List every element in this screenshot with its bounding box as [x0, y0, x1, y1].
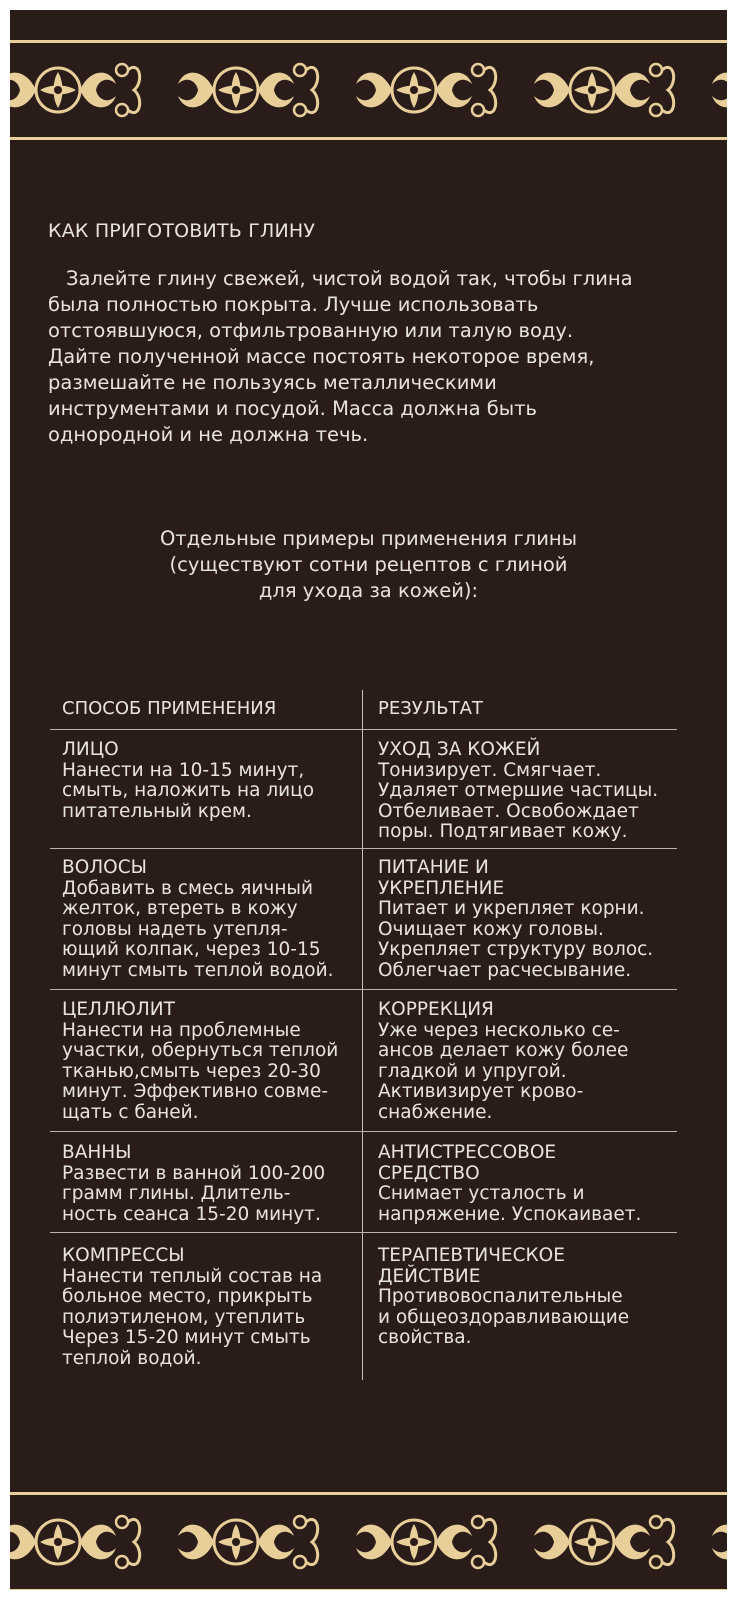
- method-line: Нанести на 10-15 минут,: [62, 759, 305, 781]
- table-header-method: СПОСОБ ПРИМЕНЕНИЯ: [62, 698, 277, 719]
- table-column-divider: [362, 690, 363, 1380]
- table-divider: [50, 848, 677, 849]
- result-line: Облегчает расчесывание.: [378, 959, 632, 981]
- method-line: Через 15-20 минут смыть: [62, 1327, 311, 1348]
- method-line: участки, обернуться теплой: [62, 1040, 339, 1061]
- method-line: грамм глины. Длитель-: [62, 1183, 291, 1204]
- result-line: Питает и укрепляет корни.: [378, 898, 645, 919]
- table-header-result: РЕЗУЛЬТАТ: [378, 698, 483, 719]
- table-row-method: [62, 1000, 338, 1123]
- method-line: полиэтиленом, утеплить: [62, 1306, 306, 1328]
- method-name: ВАННЫ: [62, 1142, 132, 1163]
- table-row-result: [378, 858, 653, 981]
- result-line: Снимает усталость и: [378, 1183, 585, 1204]
- table-row-result: [378, 1143, 641, 1225]
- table-row-result: [378, 740, 658, 843]
- method-line: Добавить в смесь яичный: [62, 877, 314, 899]
- result-line: свойства.: [378, 1327, 472, 1348]
- prep-instructions: [48, 266, 708, 448]
- result-line: Тонизирует. Смягчает.: [378, 759, 602, 781]
- examples-line: для ухода за кожей):: [258, 579, 479, 602]
- result-line: Противовоспалительные: [378, 1286, 623, 1307]
- table-divider: [363, 729, 677, 730]
- method-line: ность сеанса 15-20 минут.: [62, 1203, 321, 1225]
- method-line: ющий колпак, через 10-15: [62, 939, 321, 960]
- result-name: ДЕЙСТВИЕ: [378, 1265, 481, 1287]
- method-line: щать с баней.: [62, 1101, 199, 1123]
- result-name: АНТИСТРЕССОВОЕ: [378, 1142, 557, 1163]
- method-name: ЦЕЛЛЮЛИТ: [62, 999, 175, 1020]
- result-line: снабжение.: [378, 1101, 493, 1123]
- result-name: УХОД ЗА КОЖЕЙ: [378, 739, 541, 760]
- result-line: Активизирует крово-: [378, 1081, 584, 1102]
- result-line: Очищает кожу головы.: [378, 918, 604, 940]
- method-line: больное место, прикрыть: [62, 1286, 313, 1307]
- table-row-method: [62, 1143, 325, 1225]
- prep-line: отстоявшуюся, отфильтрованную или талую воду.: [48, 319, 574, 342]
- table-divider: [50, 729, 362, 730]
- method-line: минут смыть теплой водой.: [62, 959, 334, 981]
- method-name: ВОЛОСЫ: [62, 857, 147, 878]
- method-line: минут. Эффективно совме-: [62, 1081, 329, 1102]
- method-name: ЛИЦО: [62, 739, 119, 760]
- table-row-method: [62, 1246, 322, 1369]
- method-line: теплой водой.: [62, 1347, 202, 1369]
- method-line: желток, втереть в кожу: [62, 898, 298, 919]
- floral-ornament-border-top-icon: [10, 40, 727, 140]
- result-line: ансов делает кожу более: [378, 1040, 629, 1061]
- prep-line: однородной и не должна течь.: [48, 423, 369, 446]
- result-line: гладкой и упругой.: [378, 1060, 567, 1082]
- result-line: Отбеливает. Освобождает: [378, 800, 639, 822]
- table-row-method: [62, 858, 334, 981]
- package-panel: [10, 10, 727, 1590]
- examples-line: Отдельные примеры применения глины: [159, 527, 578, 550]
- table-divider: [50, 1232, 677, 1233]
- table-divider: [50, 989, 677, 990]
- method-line: тканью,смыть через 20-30: [62, 1060, 321, 1082]
- method-line: Нанести на проблемные: [62, 1019, 301, 1041]
- method-name: КОМПРЕССЫ: [62, 1245, 185, 1266]
- result-name: УКРЕПЛЕНИЕ: [378, 877, 505, 899]
- result-line: Уже через несколько се-: [378, 1019, 620, 1041]
- result-name: ТЕРАПЕВТИЧЕСКОЕ: [378, 1245, 565, 1266]
- prep-line: была полностью покрыта. Лучше использовать: [48, 293, 539, 316]
- table-divider: [50, 1131, 677, 1132]
- examples-heading: [20, 526, 717, 604]
- prep-line: инструментами и посудой. Масса должна быть: [48, 397, 538, 420]
- result-line: и общеоздоравливающие: [378, 1306, 630, 1328]
- result-name: ПИТАНИЕ И: [378, 857, 489, 878]
- prep-line: размешайте не пользуясь металлическими: [48, 371, 497, 394]
- method-line: Развести в ванной 100-200: [62, 1162, 326, 1184]
- result-name: СРЕДСТВО: [378, 1162, 480, 1184]
- prep-line: Залейте глину свежей, чистой водой так, чтобы глина: [66, 267, 633, 290]
- table-row-result: [378, 1000, 628, 1123]
- result-line: Укрепляет структуру волос.: [378, 939, 654, 960]
- method-line: питательный крем.: [62, 800, 252, 822]
- method-line: Нанести теплый состав на: [62, 1265, 323, 1287]
- method-line: головы надеть утепля-: [62, 918, 288, 940]
- prep-title: КАК ПРИГОТОВИТЬ ГЛИНУ: [48, 220, 316, 242]
- result-name: КОРРЕКЦИЯ: [378, 999, 494, 1020]
- method-line: смыть, наложить на лицо: [62, 780, 315, 801]
- result-line: поры. Подтягивает кожу.: [378, 821, 628, 842]
- table-row-result: [378, 1246, 629, 1349]
- result-line: напряжение. Успокаивает.: [378, 1203, 642, 1225]
- examples-line: (существуют сотни рецептов с глиной: [169, 553, 568, 576]
- floral-ornament-border-bottom-icon: [10, 1492, 727, 1590]
- table-row-method: [62, 740, 314, 822]
- prep-line: Дайте полученной массе постоять некоторое время,: [48, 345, 595, 368]
- result-line: Удаляет отмершие частицы.: [378, 780, 659, 801]
